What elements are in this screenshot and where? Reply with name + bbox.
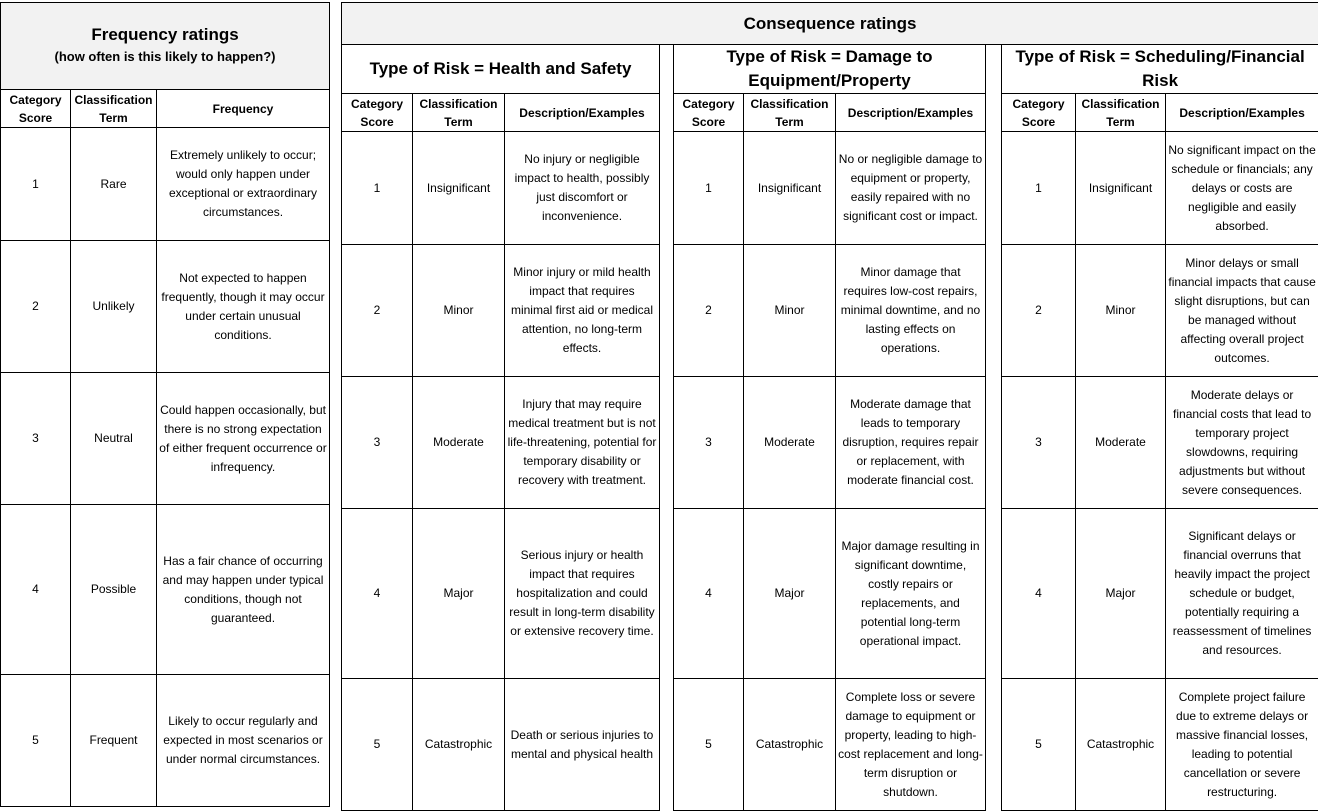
description-cell: Moderate delays or financial costs that lead to temporary project slowdowns, requiring adjustments but without severe consequences. (1166, 377, 1318, 509)
score-cell: 1 (1002, 132, 1076, 245)
description-cell: No injury or negligible impact to health, possibly just discomfort or inconvenience. (505, 132, 660, 245)
column-gap (986, 45, 1002, 811)
description-cell: Major damage resulting in significant downtime, costly repairs or replacements, and potential long-term operational impact. (836, 509, 986, 679)
description-cell: Minor injury or mild health impact that requires minimal first aid or medical attention, no long-term effects. (505, 245, 660, 377)
frequency-cell: Extremely unlikely to occur; would only happen under exceptional or extraordinary circumstances. (157, 128, 330, 241)
frequency-table (0, 2, 330, 807)
column-header: Description/Examples (505, 94, 660, 132)
description-cell: Injury that may require medical treatment but is not life-threatening, potential for temporary disability or recovery with treatment. (505, 377, 660, 509)
score-cell: 3 (674, 377, 744, 509)
term-cell: Moderate (1076, 377, 1166, 509)
term-cell: Insignificant (744, 132, 836, 245)
frequency-cell: Has a fair chance of occurring and may happen under typical conditions, though not guaranteed. (157, 505, 330, 675)
column-gap (660, 45, 674, 811)
score-cell: 1 (674, 132, 744, 245)
description-cell: No significant impact on the schedule or financials; any delays or costs are negligible and easily absorbed. (1166, 132, 1318, 245)
score-cell: 5 (1002, 679, 1076, 811)
description-cell: Significant delays or financial overruns that heavily impact the project schedule or budget, potentially requiring a reassessment of timelines and resources. (1166, 509, 1318, 679)
column-header: Classification Term (71, 90, 157, 128)
term-cell: Major (744, 509, 836, 679)
score-cell: 3 (1, 373, 71, 505)
column-header: Category Score (674, 94, 744, 132)
description-cell: Moderate damage that leads to temporary disruption, requires repair or replacement, with moderate financial cost. (836, 377, 986, 509)
consequence-title: Consequence ratings (342, 3, 1318, 45)
table-row (1, 128, 330, 241)
term-cell: Neutral (71, 373, 157, 505)
term-cell: Moderate (413, 377, 505, 509)
score-cell: 4 (674, 509, 744, 679)
description-cell: Serious injury or health impact that requires hospitalization and could result in long-term disability or extensive recovery time. (505, 509, 660, 679)
score-cell: 2 (674, 245, 744, 377)
score-cell: 4 (1002, 509, 1076, 679)
table-row (1, 505, 330, 675)
score-cell: 3 (1002, 377, 1076, 509)
column-header: Classification Term (413, 94, 505, 132)
table-row (342, 132, 1318, 245)
description-cell: Minor damage that requires low-cost repairs, minimal downtime, and no lasting effects on operations. (836, 245, 986, 377)
term-cell: Insignificant (413, 132, 505, 245)
score-cell: 1 (342, 132, 413, 245)
score-cell: 5 (674, 679, 744, 811)
term-cell: Catastrophic (413, 679, 505, 811)
frequency-subtitle: (how often is this likely to happen?) (3, 46, 327, 68)
column-header: Category Score (342, 94, 413, 132)
column-header: Classification Term (744, 94, 836, 132)
term-cell: Moderate (744, 377, 836, 509)
description-cell: Complete project failure due to extreme delays or massive financial losses, leading to potential cancellation or severe restructuring. (1166, 679, 1318, 811)
frequency-cell: Could happen occasionally, but there is no strong expectation of either frequent occurrence or infrequency. (157, 373, 330, 505)
frequency-title: Frequency ratings (91, 25, 238, 44)
term-cell: Frequent (71, 675, 157, 807)
term-cell: Minor (744, 245, 836, 377)
group-title-financial: Type of Risk = Scheduling/Financial Risk (1002, 45, 1318, 94)
frequency-header (1, 3, 330, 90)
column-header: Description/Examples (836, 94, 986, 132)
term-cell: Rare (71, 128, 157, 241)
table-row (342, 679, 1318, 811)
column-header: Category Score (1, 90, 71, 128)
table-row (342, 377, 1318, 509)
frequency-cell: Not expected to happen frequently, though it may occur under certain unusual conditions. (157, 241, 330, 373)
table-row (1, 241, 330, 373)
score-cell: 4 (1, 505, 71, 675)
description-cell: No or negligible damage to equipment or property, easily repaired with no significant cost or impact. (836, 132, 986, 245)
column-header: Classification Term (1076, 94, 1166, 132)
term-cell: Major (413, 509, 505, 679)
term-cell: Possible (71, 505, 157, 675)
score-cell: 3 (342, 377, 413, 509)
term-cell: Unlikely (71, 241, 157, 373)
term-cell: Insignificant (1076, 132, 1166, 245)
column-header: Description/Examples (1166, 94, 1318, 132)
column-header: Category Score (1002, 94, 1076, 132)
score-cell: 4 (342, 509, 413, 679)
group-title-equipment: Type of Risk = Damage to Equipment/Property (674, 45, 986, 94)
term-cell: Catastrophic (744, 679, 836, 811)
table-row (1, 373, 330, 505)
score-cell: 5 (342, 679, 413, 811)
consequence-table (341, 2, 1318, 811)
score-cell: 5 (1, 675, 71, 807)
description-cell: Minor delays or small financial impacts that cause slight disruptions, but can be managed without affecting overall project outcomes. (1166, 245, 1318, 377)
description-cell: Complete loss or severe damage to equipment or property, leading to high-cost replacement and long-term disruption or shutdown. (836, 679, 986, 811)
group-title-health-safety: Type of Risk = Health and Safety (342, 45, 660, 94)
table-row (1, 675, 330, 807)
frequency-cell: Likely to occur regularly and expected in most scenarios or under normal circumstances. (157, 675, 330, 807)
description-cell: Death or serious injuries to mental and physical health (505, 679, 660, 811)
score-cell: 2 (342, 245, 413, 377)
score-cell: 1 (1, 128, 71, 241)
term-cell: Major (1076, 509, 1166, 679)
term-cell: Minor (413, 245, 505, 377)
score-cell: 2 (1002, 245, 1076, 377)
term-cell: Catastrophic (1076, 679, 1166, 811)
score-cell: 2 (1, 241, 71, 373)
table-row (342, 509, 1318, 679)
column-header: Frequency (157, 90, 330, 128)
table-row (342, 245, 1318, 377)
term-cell: Minor (1076, 245, 1166, 377)
